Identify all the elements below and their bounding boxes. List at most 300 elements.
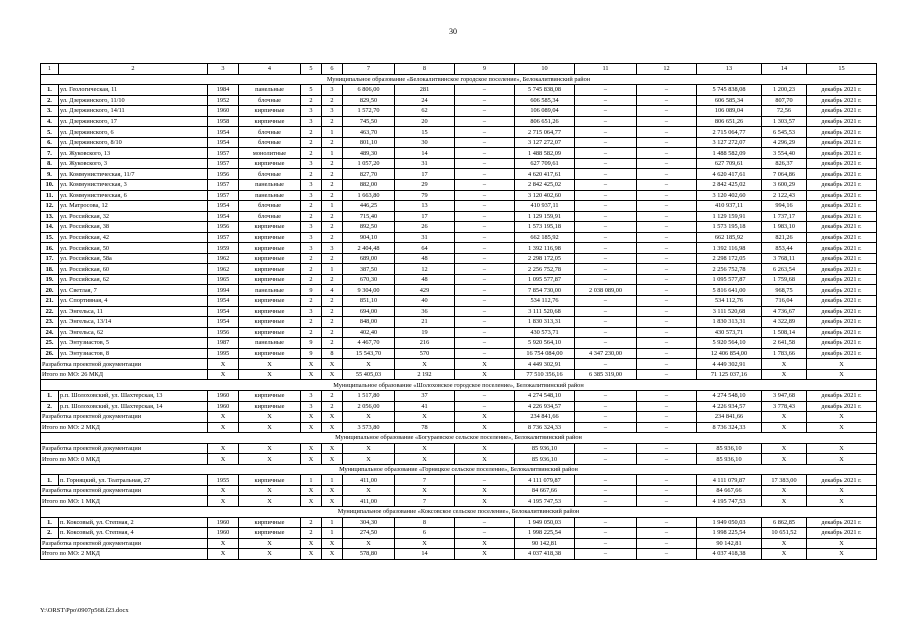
table-cell: 3 554,40 <box>762 148 807 159</box>
table-cell: X <box>395 359 455 370</box>
table-cell: 6 862,85 <box>762 517 807 528</box>
table-cell: Разработка проектной документации <box>41 443 208 454</box>
table-cell: ул. Российская, 42 <box>59 232 208 243</box>
table-cell: 1960 <box>208 517 239 528</box>
table-cell: 1957 <box>208 148 239 159</box>
table-cell: 2 <box>59 64 208 75</box>
table-cell: 1987 <box>208 338 239 349</box>
table-cell: 2 <box>322 401 343 412</box>
table-cell: – <box>575 327 637 338</box>
table-cell: – <box>637 180 697 191</box>
table-cell: X <box>322 454 343 465</box>
table-row <box>41 317 877 328</box>
table-cell: – <box>455 116 515 127</box>
table-cell: – <box>575 148 637 159</box>
table-cell: 2 298 172,05 <box>515 253 575 264</box>
table-cell: декабрь 2021 г. <box>807 285 877 296</box>
table-cell: 72,56 <box>762 106 807 117</box>
table-cell: 1. <box>41 517 59 528</box>
table-cell: 2 715 064,77 <box>515 127 575 138</box>
table-cell: ул. Матросова, 12 <box>59 201 208 212</box>
table-cell: – <box>455 158 515 169</box>
table-cell: X <box>208 422 239 433</box>
table-cell: 1 <box>322 264 343 275</box>
table-cell: 79 <box>395 190 455 201</box>
table-cell: – <box>575 475 637 486</box>
table-cell: – <box>455 85 515 96</box>
table-cell: 1 129 159,91 <box>515 211 575 222</box>
table-row <box>41 243 877 254</box>
table-cell: – <box>637 222 697 233</box>
table-cell: 2 641,58 <box>762 338 807 349</box>
table-cell: – <box>575 85 637 96</box>
table-cell: 17 <box>395 169 455 180</box>
table-cell: кирпичные <box>239 401 301 412</box>
table-cell: 1960 <box>208 390 239 401</box>
table-cell: 1. <box>41 475 59 486</box>
table-cell: 7 <box>395 496 455 507</box>
table-row <box>41 390 877 401</box>
table-cell: X <box>239 496 301 507</box>
table-cell: 3 <box>322 106 343 117</box>
table-cell: 489,30 <box>343 148 395 159</box>
table-cell: 13 <box>697 64 762 75</box>
table-cell: кирпичные <box>239 264 301 275</box>
table-cell: – <box>455 169 515 180</box>
table-cell: X <box>322 485 343 496</box>
table-cell: – <box>637 264 697 275</box>
table-cell: 6 385 319,00 <box>575 369 637 380</box>
table-cell: 17 <box>395 211 455 222</box>
table-cell: кирпичные <box>239 274 301 285</box>
table-cell: 1 057,20 <box>343 158 395 169</box>
table-cell: X <box>239 549 301 560</box>
table-cell: – <box>637 243 697 254</box>
table-cell: 2 <box>322 327 343 338</box>
table-cell: 3 <box>301 243 322 254</box>
table-cell: 430 573,71 <box>515 327 575 338</box>
table-cell: X <box>455 485 515 496</box>
table-cell: декабрь 2021 г. <box>807 232 877 243</box>
table-cell: – <box>637 538 697 549</box>
table-cell: X <box>343 485 395 496</box>
table-cell: – <box>455 253 515 264</box>
table-cell: – <box>455 232 515 243</box>
table-cell: 402,40 <box>343 327 395 338</box>
design-docs-row <box>41 485 877 496</box>
table-cell: – <box>637 485 697 496</box>
table-cell: 19 <box>395 327 455 338</box>
table-cell: декабрь 2021 г. <box>807 85 877 96</box>
table-cell: 3 <box>301 158 322 169</box>
table-cell: 1958 <box>208 116 239 127</box>
table-cell: – <box>637 106 697 117</box>
table-cell: 13. <box>41 211 59 222</box>
table-cell: 1 983,10 <box>762 222 807 233</box>
table-cell: 9 <box>301 338 322 349</box>
table-cell: 22. <box>41 306 59 317</box>
table-cell: декабрь 2021 г. <box>807 306 877 317</box>
table-cell: 1962 <box>208 264 239 275</box>
table-cell: панельные <box>239 190 301 201</box>
table-cell: – <box>575 232 637 243</box>
table-cell: п. Коксовый, ул. Степная, 2 <box>59 517 208 528</box>
table-cell: кирпичные <box>239 253 301 264</box>
table-cell: 2 <box>322 158 343 169</box>
table-cell: кирпичные <box>239 517 301 528</box>
table-cell: Разработка проектной документации <box>41 538 208 549</box>
table-cell: – <box>637 296 697 307</box>
table-cell: блочные <box>239 137 301 148</box>
table-cell: кирпичные <box>239 317 301 328</box>
table-cell: – <box>637 327 697 338</box>
file-path-footer: Y:\ORST\Ppo\0907p568.f23.docx <box>40 607 129 614</box>
table-cell: 2 056,00 <box>343 401 395 412</box>
table-cell: 4 620 417,61 <box>697 169 762 180</box>
table-cell: ул. Дзержинского, 11/10 <box>59 95 208 106</box>
table-cell: кирпичные <box>239 528 301 539</box>
table-cell: 904,10 <box>343 232 395 243</box>
table-cell: ул. Российская, 62 <box>59 274 208 285</box>
table-cell: X <box>807 538 877 549</box>
table-cell: монолитные <box>239 148 301 159</box>
housing-repair-table <box>40 63 877 560</box>
table-cell: – <box>455 148 515 159</box>
table-cell: 2 038 089,00 <box>575 285 637 296</box>
table-cell: 23. <box>41 317 59 328</box>
table-cell: X <box>301 422 322 433</box>
table-cell: 694,00 <box>343 306 395 317</box>
table-cell: – <box>637 454 697 465</box>
table-row <box>41 127 877 138</box>
table-cell: – <box>575 538 637 549</box>
table-cell: 4 449 302,91 <box>515 359 575 370</box>
table-cell: – <box>575 412 637 423</box>
table-cell: 1 949 050,03 <box>697 517 762 528</box>
table-cell: 5 <box>301 85 322 96</box>
table-cell: 1 200,23 <box>762 85 807 96</box>
table-cell: Муниципальное образование «Богураевское сельское поселение», Белокалитвинский район <box>41 433 877 444</box>
table-cell: – <box>455 338 515 349</box>
table-cell: 807,70 <box>762 95 807 106</box>
table-cell: X <box>395 454 455 465</box>
table-cell: 2 <box>322 116 343 127</box>
table-cell: 8 <box>395 517 455 528</box>
table-cell: декабрь 2021 г. <box>807 317 877 328</box>
table-cell: ул. Российская, 60 <box>59 264 208 275</box>
table-cell: 2 <box>322 180 343 191</box>
table-cell: 2 256 752,78 <box>515 264 575 275</box>
table-cell: X <box>455 412 515 423</box>
table-cell: – <box>455 475 515 486</box>
table-cell: ул. Российская, 58а <box>59 253 208 264</box>
table-cell: – <box>575 264 637 275</box>
table-cell: 24. <box>41 327 59 338</box>
table-cell: 4 736,67 <box>762 306 807 317</box>
design-docs-row <box>41 538 877 549</box>
table-cell: 578,80 <box>343 549 395 560</box>
table-cell: 2 <box>301 517 322 528</box>
table-cell: декабрь 2021 г. <box>807 95 877 106</box>
table-cell: – <box>575 496 637 507</box>
table-cell: 9 <box>455 64 515 75</box>
table-cell: 6 263,54 <box>762 264 807 275</box>
table-cell: – <box>637 232 697 243</box>
table-cell: 7. <box>41 148 59 159</box>
table-cell: 1 759,68 <box>762 274 807 285</box>
table-row <box>41 338 877 349</box>
table-cell: – <box>637 348 697 359</box>
table-cell: декабрь 2021 г. <box>807 137 877 148</box>
table-cell: – <box>637 359 697 370</box>
table-cell: 10 651,52 <box>762 528 807 539</box>
total-row <box>41 549 877 560</box>
table-cell: – <box>637 201 697 212</box>
table-cell: 4 037 418,38 <box>697 549 762 560</box>
table-cell: 1 095 577,87 <box>515 274 575 285</box>
table-cell: 1 830 313,31 <box>697 317 762 328</box>
table-cell: 6 <box>322 64 343 75</box>
table-cell: панельные <box>239 285 301 296</box>
table-cell: 2 256 752,78 <box>697 264 762 275</box>
table-cell: 4 467,70 <box>343 338 395 349</box>
table-cell: 606 585,34 <box>515 95 575 106</box>
table-cell: 826,37 <box>762 158 807 169</box>
table-row <box>41 285 877 296</box>
table-cell: X <box>322 538 343 549</box>
table-cell: декабрь 2021 г. <box>807 106 877 117</box>
table-cell: X <box>239 443 301 454</box>
table-row <box>41 137 877 148</box>
table-cell: X <box>455 549 515 560</box>
table-cell: 662 185,92 <box>515 232 575 243</box>
table-cell: декабрь 2021 г. <box>807 211 877 222</box>
table-cell: – <box>455 190 515 201</box>
table-cell: 715,40 <box>343 211 395 222</box>
table-cell: декабрь 2021 г. <box>807 528 877 539</box>
table-cell: 2 <box>301 201 322 212</box>
table-cell: – <box>575 158 637 169</box>
table-cell: 2 <box>301 317 322 328</box>
table-cell: 64 <box>395 243 455 254</box>
table-cell: 4 296,29 <box>762 137 807 148</box>
table-cell: 1 783,66 <box>762 348 807 359</box>
table-cell: 4 274 548,10 <box>515 390 575 401</box>
table-cell: 304,30 <box>343 517 395 528</box>
table-cell: X <box>762 422 807 433</box>
table-cell: декабрь 2021 г. <box>807 116 877 127</box>
table-cell: 968,75 <box>762 285 807 296</box>
table-cell: 3 111 520,68 <box>697 306 762 317</box>
table-cell: 9 <box>301 285 322 296</box>
table-cell: – <box>575 253 637 264</box>
table-row <box>41 296 877 307</box>
table-cell: ул. Светлая, 7 <box>59 285 208 296</box>
table-cell: 6. <box>41 137 59 148</box>
table-cell: X <box>762 369 807 380</box>
table-cell: X <box>762 549 807 560</box>
table-cell: X <box>208 443 239 454</box>
table-cell: 1 <box>322 475 343 486</box>
table-cell: кирпичные <box>239 327 301 338</box>
table-cell: 8. <box>41 158 59 169</box>
table-cell: X <box>301 538 322 549</box>
table-cell: ул. Энгельса, 13/14 <box>59 317 208 328</box>
table-cell: 1 517,80 <box>343 390 395 401</box>
table-row <box>41 222 877 233</box>
table-cell: – <box>637 158 697 169</box>
table-cell: 5 <box>301 64 322 75</box>
table-cell: 15 543,70 <box>343 348 395 359</box>
table-cell: ул. Дзержинского, 8/10 <box>59 137 208 148</box>
table-cell: X <box>239 412 301 423</box>
design-docs-row <box>41 359 877 370</box>
table-cell: X <box>301 549 322 560</box>
table-cell: 3 <box>301 180 322 191</box>
table-cell: блочные <box>239 201 301 212</box>
table-cell: 31 <box>395 158 455 169</box>
table-cell: 2. <box>41 95 59 106</box>
section-title-row <box>41 433 877 444</box>
table-cell: Итого по МО: 2 МКД <box>41 422 208 433</box>
table-cell: 3 120 402,60 <box>515 190 575 201</box>
table-cell: 281 <box>395 85 455 96</box>
table-cell: 2 <box>301 296 322 307</box>
table-cell: 2 <box>301 274 322 285</box>
table-cell: 48 <box>395 253 455 264</box>
table-cell: 3 <box>322 243 343 254</box>
table-cell: X <box>322 359 343 370</box>
table-cell: X <box>343 443 395 454</box>
table-cell: – <box>575 517 637 528</box>
table-cell: декабрь 2021 г. <box>807 148 877 159</box>
table-cell: 851,10 <box>343 296 395 307</box>
table-cell: декабрь 2021 г. <box>807 348 877 359</box>
table-cell: ул. Коммунистическая, 6 <box>59 190 208 201</box>
section-title-row <box>41 506 877 517</box>
table-row <box>41 253 877 264</box>
table-cell: 4 111 079,87 <box>697 475 762 486</box>
table-cell: – <box>637 137 697 148</box>
table-cell: – <box>575 243 637 254</box>
table-cell: 2 <box>322 390 343 401</box>
table-cell: кирпичные <box>239 116 301 127</box>
table-cell: 1960 <box>208 106 239 117</box>
table-cell: 1 573 195,18 <box>697 222 762 233</box>
table-cell: 4 347 230,00 <box>575 348 637 359</box>
table-cell: ул. Дзержинского, 17 <box>59 116 208 127</box>
table-row <box>41 306 877 317</box>
table-cell: 10 <box>515 64 575 75</box>
table-cell: – <box>637 475 697 486</box>
table-cell: 9. <box>41 169 59 180</box>
table-cell: кирпичные <box>239 158 301 169</box>
table-cell: 1956 <box>208 222 239 233</box>
table-cell: 8 <box>395 64 455 75</box>
table-cell: X <box>343 454 395 465</box>
table-cell: – <box>575 106 637 117</box>
table-cell: X <box>395 538 455 549</box>
table-cell: 85 936,10 <box>697 443 762 454</box>
table-cell: – <box>455 106 515 117</box>
table-cell: 3 <box>301 222 322 233</box>
table-cell: X <box>455 496 515 507</box>
table-cell: 7 <box>395 475 455 486</box>
table-cell: X <box>322 369 343 380</box>
column-number-row <box>41 64 877 75</box>
table-row <box>41 201 877 212</box>
table-cell: 570 <box>395 348 455 359</box>
table-cell: 62 <box>395 106 455 117</box>
table-cell: 2 <box>322 296 343 307</box>
table-cell: 7 <box>343 64 395 75</box>
table-cell: 48 <box>395 274 455 285</box>
table-cell: – <box>455 528 515 539</box>
table-cell: 12 <box>637 64 697 75</box>
table-cell: – <box>575 116 637 127</box>
section-title-row <box>41 74 877 85</box>
table-cell: ул. Дзержинского, 6 <box>59 127 208 138</box>
table-cell: – <box>575 359 637 370</box>
table-cell: – <box>637 549 697 560</box>
table-cell: – <box>455 95 515 106</box>
table-cell: 2 715 064,77 <box>697 127 762 138</box>
table-cell: 7 854 730,00 <box>515 285 575 296</box>
table-cell: 55 405,03 <box>343 369 395 380</box>
table-cell: 8 <box>322 348 343 359</box>
table-cell: 12 <box>395 264 455 275</box>
table-cell: 3 <box>301 390 322 401</box>
table-cell: 4. <box>41 116 59 127</box>
table-cell: 3 <box>301 190 322 201</box>
table-cell: – <box>575 485 637 496</box>
table-cell: X <box>239 485 301 496</box>
table-row <box>41 158 877 169</box>
table-cell: 40 <box>395 296 455 307</box>
table-cell: – <box>575 422 637 433</box>
table-cell: 411,00 <box>343 475 395 486</box>
table-row <box>41 528 877 539</box>
table-cell: 1954 <box>208 211 239 222</box>
table-cell: X <box>208 538 239 549</box>
table-cell: 1 392 116,98 <box>697 243 762 254</box>
table-cell: 430 573,71 <box>697 327 762 338</box>
table-cell: – <box>637 285 697 296</box>
page-number: 30 <box>449 27 457 36</box>
table-cell: 1 392 116,98 <box>515 243 575 254</box>
table-cell: 4 226 934,57 <box>697 401 762 412</box>
table-cell: – <box>455 401 515 412</box>
table-cell: – <box>637 496 697 507</box>
table-cell: 4 037 418,38 <box>515 549 575 560</box>
total-row <box>41 369 877 380</box>
table-cell: 1 <box>301 475 322 486</box>
table-cell: Муниципальное образование «Шолоховское городское поселение», Белокалитвинский район <box>41 380 877 391</box>
table-cell: 20 <box>395 116 455 127</box>
table-cell: – <box>575 201 637 212</box>
table-cell: – <box>455 327 515 338</box>
table-cell: блочные <box>239 211 301 222</box>
table-cell: – <box>637 190 697 201</box>
table-cell: ул. Российская, 38 <box>59 222 208 233</box>
table-cell: декабрь 2021 г. <box>807 296 877 307</box>
table-cell: – <box>637 116 697 127</box>
table-cell: – <box>637 443 697 454</box>
table-cell: 6 <box>395 528 455 539</box>
table-cell: декабрь 2021 г. <box>807 401 877 412</box>
table-cell: 3 573,80 <box>343 422 395 433</box>
table-row <box>41 95 877 106</box>
